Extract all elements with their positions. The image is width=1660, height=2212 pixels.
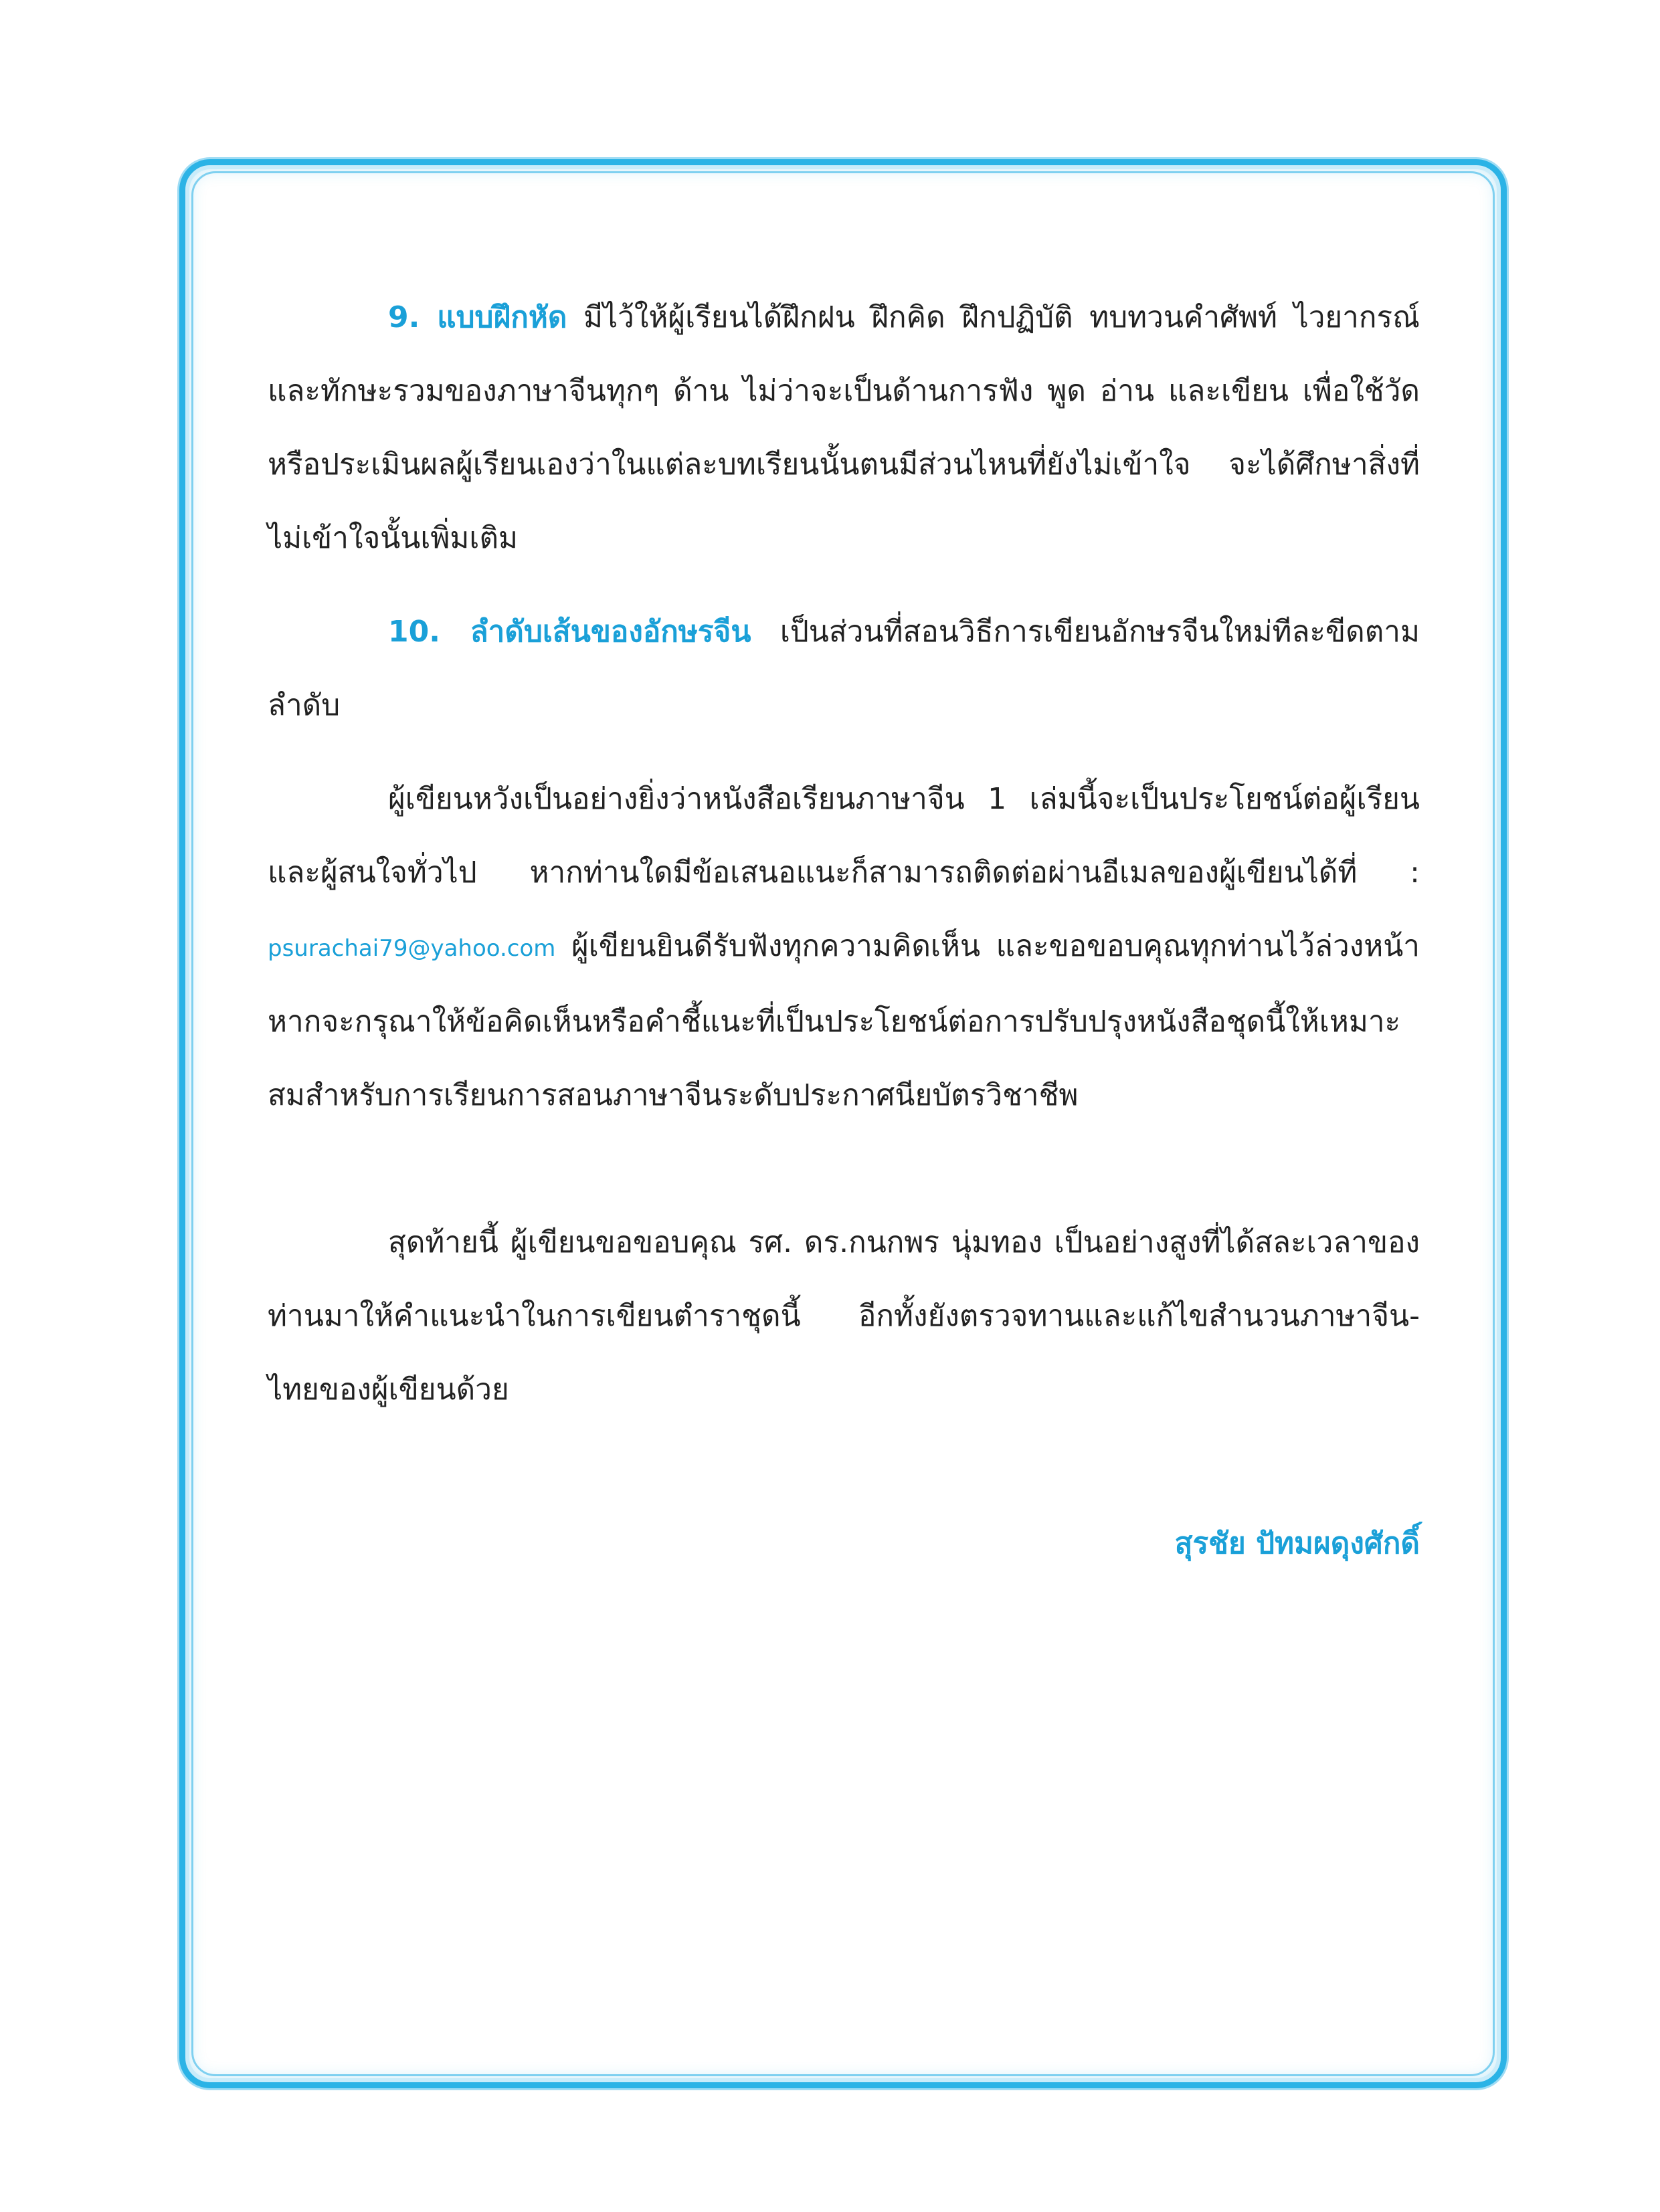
thanks-text: สุดท้ายนี้ ผู้เขียนขอขอบคุณ รศ. ดร.กนกพร นุ่มทอง เป็นอย่างสูงที่ได้สละเวลาของท่านมาให้คำแนะนำในการเขียนตำราชุดนี้ อีกทั้งยังตรวจทานและแก้ไขสำนวนภาษาจีน-ไทยของผู้เขียนด้วย bbox=[268, 1225, 1420, 1407]
paragraph-thanks bbox=[268, 1206, 1420, 1427]
item-10-text: เป็นส่วนที่สอนวิธีการเขียนอักษรจีนใหม่ทีละขีดตามลำดับ bbox=[268, 615, 1420, 722]
item-9-heading: 9. แบบฝึกหัด bbox=[388, 300, 567, 334]
spacer bbox=[268, 1132, 1420, 1206]
spacer bbox=[268, 575, 1420, 595]
author-signature: สุรชัย ปัทมผดุงศักดิ์ bbox=[1174, 1526, 1420, 1561]
item-9-text: มีไว้ให้ผู้เรียนได้ฝึกฝน ฝึกคิด ฝึกปฏิบัติ ทบทวนคำศัพท์ ไวยากรณ์ และทักษะรวมของภาษาจีนทุกๆ ด้าน ไม่ว่าจะเป็นด้านการฟัง พูด อ่าน และเขียน เพื่อใช้วัดหรือประเมินผลผู้เรียนเองว่าในแต่ละบทเรียนนั้นตนมีส่วนไหนที่ยังไม่เข้าใจ จะได้ศึกษาสิ่งที่ไม่เข้าใจนั้นเพิ่มเติม bbox=[268, 300, 1420, 555]
spacer bbox=[268, 742, 1420, 763]
document-body bbox=[268, 281, 1420, 1581]
item-10-heading: 10. ลำดับเส้นของอักษรจีน bbox=[388, 615, 751, 649]
author-email-link[interactable]: psurachai79@yahoo.com bbox=[268, 935, 556, 962]
hope-text-after: ผู้เขียนยินดีรับฟังทุกความคิดเห็น และขอขอบคุณทุกท่านไว้ล่วงหน้า หากจะกรุณาให้ข้อคิดเห็นหรือคำชี้แนะที่เป็นประโยชน์ต่อการปรับปรุงหนังสือชุดนี้ให้เหมาะสมสำหรับการเรียนการสอนภาษาจีนระดับประกาศนียบัตรวิชาชีพ bbox=[268, 929, 1420, 1112]
hope-text-before: ผู้เขียนหวังเป็นอย่างยิ่งว่าหนังสือเรียนภาษาจีน 1 เล่มนี้จะเป็นประโยชน์ต่อผู้เรียนและผู้สนใจทั่วไป หากท่านใดมีข้อเสนอแนะก็สามารถติดต่อผ่านอีเมลของผู้เขียนได้ที่ : bbox=[268, 782, 1420, 890]
paragraph-hope bbox=[268, 763, 1420, 1132]
paragraph-item-10 bbox=[268, 595, 1420, 742]
paragraph-item-9 bbox=[268, 281, 1420, 575]
